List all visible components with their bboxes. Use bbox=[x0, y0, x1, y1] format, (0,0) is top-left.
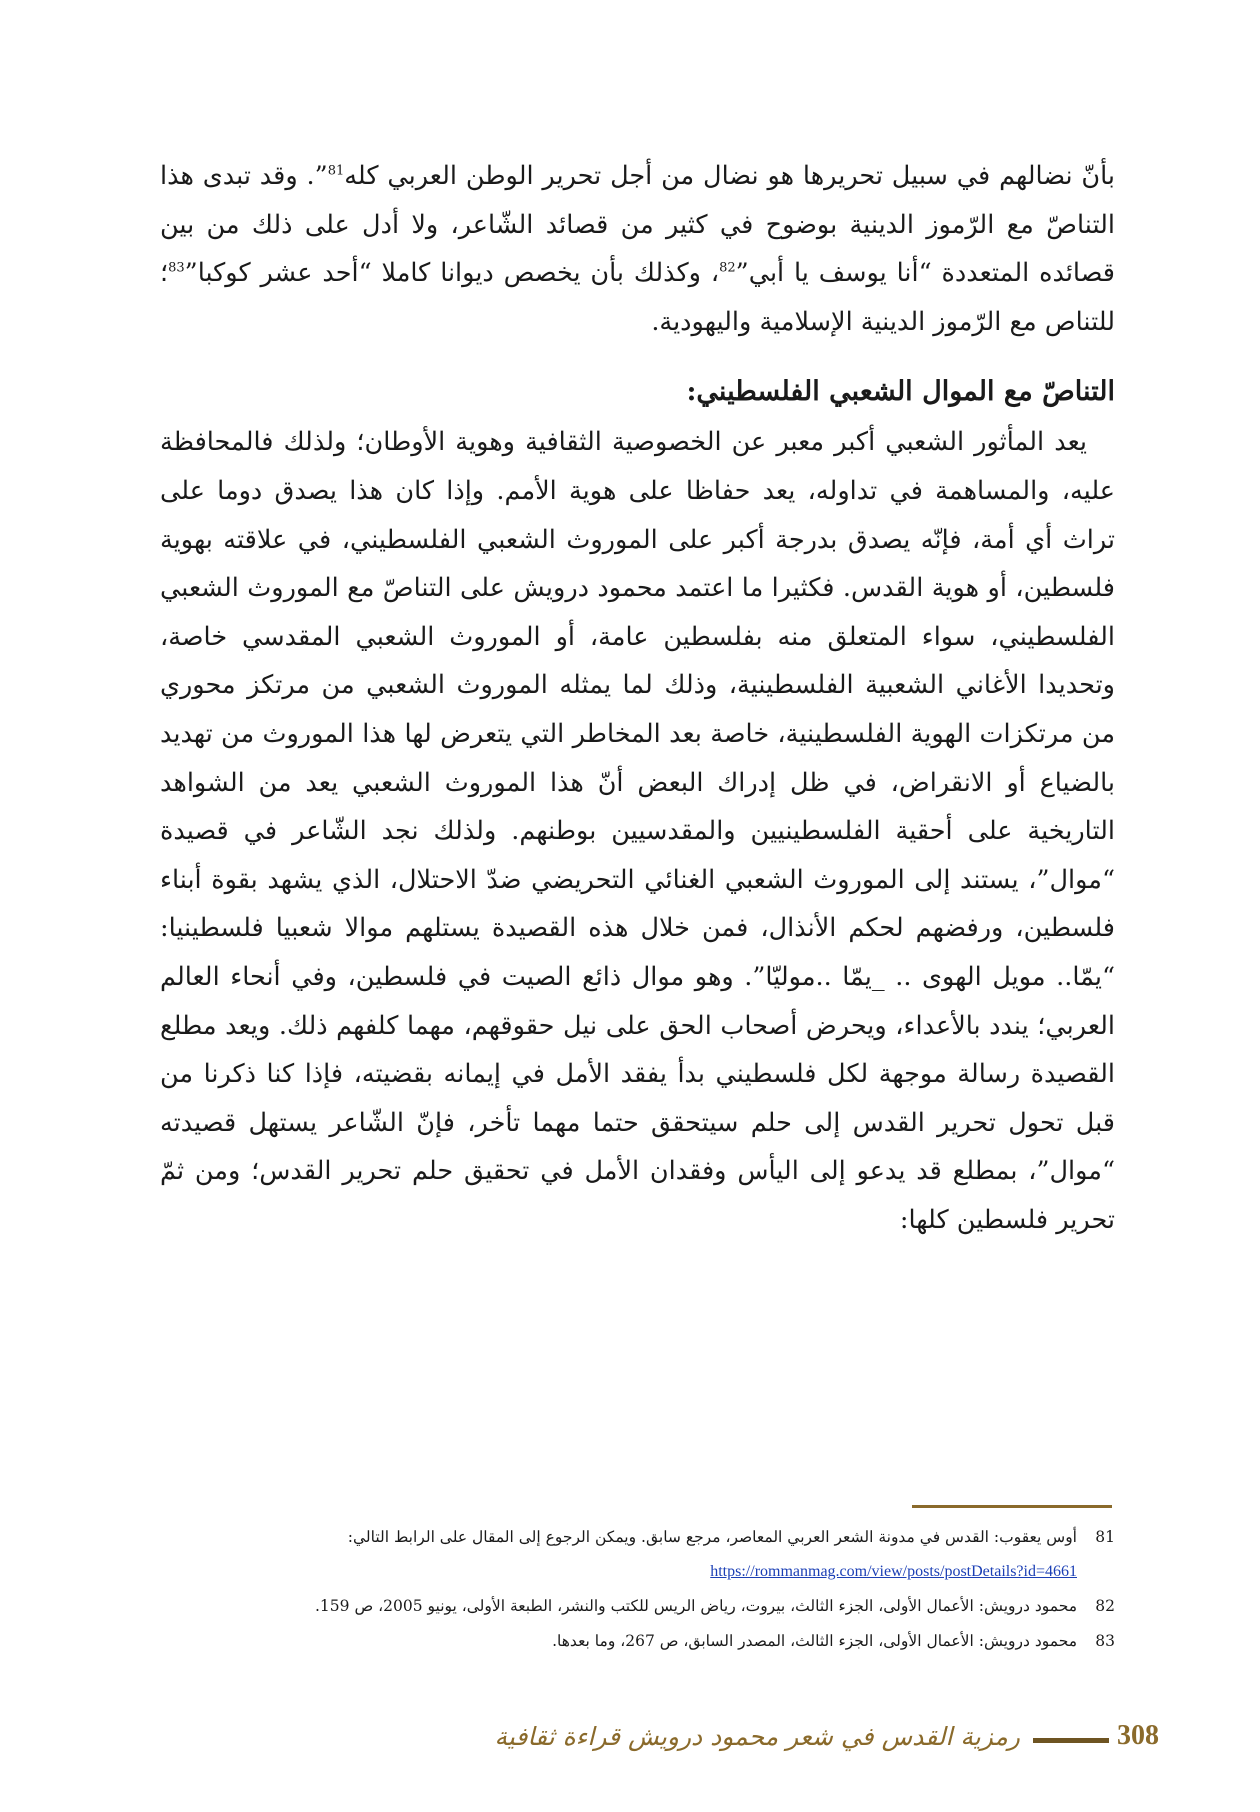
footnote-number: 81 bbox=[1095, 1528, 1115, 1546]
intro-text-a: بأنّ نضالهم في سبيل تحريرها هو نضال من أجل تحرير الوطن العربي كله bbox=[344, 161, 1116, 191]
footnote-text: محمود درويش: الأعمال الأولى، الجزء الثالث، بيروت، رياض الريس للكتب والنشر، الطبعة الأولى، يونيو 2005، ص 159. bbox=[314, 1597, 1077, 1615]
footnote-text bbox=[160, 1526, 1077, 1548]
footnote-text: محمود درويش: الأعمال الأولى، الجزء الثالث، المصدر السابق، ص 267، وما بعدها. bbox=[552, 1632, 1077, 1650]
footnote-ref-82[interactable]: 82 bbox=[719, 260, 736, 276]
paragraph-body: يعد المأثور الشعبي أكبر معبر عن الخصوصية الثقافية وهوية الأوطان؛ ولذلك فالمحافظة عليه، والمساهمة في تداوله، يعد حفاظا على هوية الأمم. وإذا كان هذا يصدق دوما على تراث أي أمة، فإنّه يصدق بدرجة أكبر على الموروث الشعبي الفلسطيني، في علاقته بهوية فلسطين، أو هوية القدس. فكثيرا ما اعتمد محمود درويش على التناصّ مع الموروث الشعبي الفلسطيني، سواء المتعلق منه بفلسطين عامة، أو الموروث الشعبي المقدسي خاصة، وتحديدا الأغاني الشعبية الفلسطينية، وذلك لما يمثله الموروث الشعبي من مرتكز محوري من مرتكزات الهوية الفلسطينية، خاصة بعد المخاطر التي يتعرض لها هذا الموروث من تهديد بالضياع أو الانقراض، في ظل إدراك البعض أنّ هذا الموروث الشعبي يعد من الشواهد التاريخية على أحقية الفلسطينيين والمقدسيين بوطنهم. ولذلك نجد الشّاعر في قصيدة “موال”، يستند إلى الموروث الشعبي الغنائي التحريضي ضدّ الاحتلال، الذي يشهد بقوة أبناء فلسطين، ورفضهم لحكم الأنذال، فمن خلال هذه القصيدة يستلهم موالا شعبيا فلسطينيا: “يمّا.. مويل الهوى .. _يمّا ..موليّا”. وهو موال ذائع الصيت في فلسطين، وفي أنحاء العالم العربي؛ يندد بالأعداء، ويحرض أصحاب الحق على نيل حقوقهم، مهما كلفهم ذلك. ويعد مطلع القصيدة رسالة موجهة لكل فلسطيني بدأ يفقد الأمل في إيمانه بقضيته، فإذا كنا ذكرنا من قبل تحول تحرير القدس إلى حلم سيتحقق حتما مهما تأخر، فإنّ الشّاعر يستهل قصيدته “موال”، بمطلع قد يدعو إلى اليأس وفقدان الأمل في تحقيق حلم تحرير القدس؛ ومن ثمّ تحرير فلسطين كلها: bbox=[160, 427, 1115, 1235]
footnote-link[interactable]: https://rommanmag.com/view/posts/postDetails?id=4661 bbox=[710, 1563, 1077, 1580]
footnote-ref-81[interactable]: 81 bbox=[327, 163, 345, 179]
main-text bbox=[160, 152, 1115, 1244]
intro-text-d: ؛ للتناص مع الرّموز الدينية الإسلامية واليهودية. bbox=[160, 258, 1115, 337]
footnote-item bbox=[160, 1630, 1115, 1652]
footnote-number: 82 bbox=[1095, 1597, 1115, 1615]
footnotes bbox=[160, 1526, 1115, 1665]
footer-bar bbox=[1033, 1738, 1109, 1743]
footnote-item bbox=[160, 1526, 1115, 1548]
intro-text-c: ، وكذلك بأن يخصص ديوانا كاملا “أحد عشر كوكبا” bbox=[184, 258, 720, 289]
footnote-ref-83[interactable]: 83 bbox=[168, 260, 185, 276]
section-heading: التناصّ مع الموال الشعبي الفلسطيني: bbox=[686, 376, 1115, 408]
footnote-divider bbox=[912, 1505, 1112, 1508]
footnote-item bbox=[160, 1595, 1115, 1617]
running-title: رمزية القدس في شعر محمود درويش قراءة ثقافية bbox=[494, 1722, 1020, 1751]
page-number: 308 bbox=[1117, 1720, 1159, 1751]
intro-text-b: ”. وقد تبدى هذا التناصّ مع الرّموز الدينية بوضوح في كثير من قصائد الشّاعر، ولا أدل على ذلك من بين قصائده المتعددة “أنا يوسف يا أبي” bbox=[160, 161, 1115, 289]
footnote-text-81: أوس يعقوب: القدس في مدونة الشعر العربي المعاصر، مرجع سابق. ويمكن الرجوع إلى المقال على الرابط التالي: bbox=[347, 1528, 1077, 1546]
paragraph-intro bbox=[160, 152, 1115, 346]
footnote-number: 83 bbox=[1095, 1632, 1115, 1650]
page-footer bbox=[0, 1720, 1260, 1760]
